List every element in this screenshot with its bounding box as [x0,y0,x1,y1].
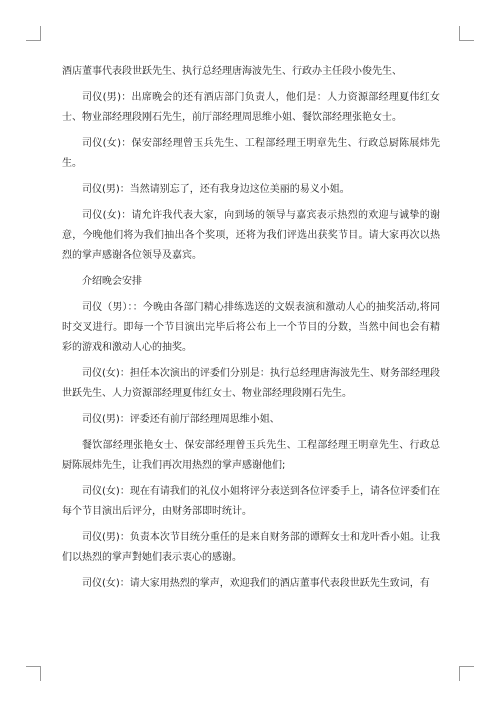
paragraph: 司仪(女)：请允许我代表大家，向到场的领导与嘉宾表示热烈的欢迎与诚挚的谢意，今晚他们将为我们抽出各个奖项，还将为我们评选出获奖节目。请大家再次以热烈的掌声感谢各位领导及嘉宾。 [62,210,440,261]
section-heading: 介绍晚会安排 [82,276,142,287]
paragraph: 司仪(男)：出席晚会的还有酒店部门负责人，他们是：人力资源部经理夏伟红女士、物业部经理段刚石先生，前厅部经理周思维小姐、餐饮部经理张艳女士。 [62,92,440,123]
crop-mark-bottom-left [26,666,41,681]
crop-mark-top-right [459,26,474,41]
paragraph: 司仪(男)：当然请别忘了，还有我身边这位美丽的易义小姐。 [82,184,350,195]
paragraph: 司仪(男)：评委还有前厅部经理周思维小姐、 [82,414,280,425]
paragraph: 司仪(女)：请大家用热烈的掌声，欢迎我们的酒店董事代表段世跃先生致词，有 [82,578,430,589]
paragraph: 酒店董事代表段世跃先生、执行总经理唐海波先生、行政办主任段小俊先生、 [62,66,402,77]
paragraph: 司仪(女)：现在有请我们的礼仪小姐将评分表送到各位评委手上，请各位评委们在每个节目演出后评分，由财务部即时统计。 [62,486,440,517]
crop-mark-bottom-right [459,666,474,681]
document-body [62,62,440,600]
crop-mark-top-left [26,26,41,41]
paragraph: 司仪(女)：保安部经理曾玉兵先生、工程部经理王明章先生、行政总厨陈展炜先生。 [62,138,440,169]
paragraph: 司仪(女)：担任本次演出的评委们分别是：执行总经理唐海波先生、财务部经理段世跃先生、人力资源部经理夏伟红女士、物业部经理段刚石先生。 [62,368,440,399]
paragraph: 司仪(男)：负责本次节目统分重任的是来自财务部的谭辉女士和龙叶香小姐。让我们以热烈的掌声對她们表示衷心的感谢。 [62,532,440,563]
paragraph: 司仪（男）：：今晚由各部门精心排练选送的文娱表演和激动人心的抽奖活动,将同时交叉进行。即每一个节目演出完毕后将公布上一个节目的分数，当然中间也会有精彩的游戏和激动人心的抽奖。 [62,302,440,353]
paragraph: 餐饮部经理张艳女士、保安部经理曾玉兵先生、工程部经理王明章先生、行政总厨陈展炜先生，让我们再次用热烈的掌声感谢他们; [62,440,440,471]
